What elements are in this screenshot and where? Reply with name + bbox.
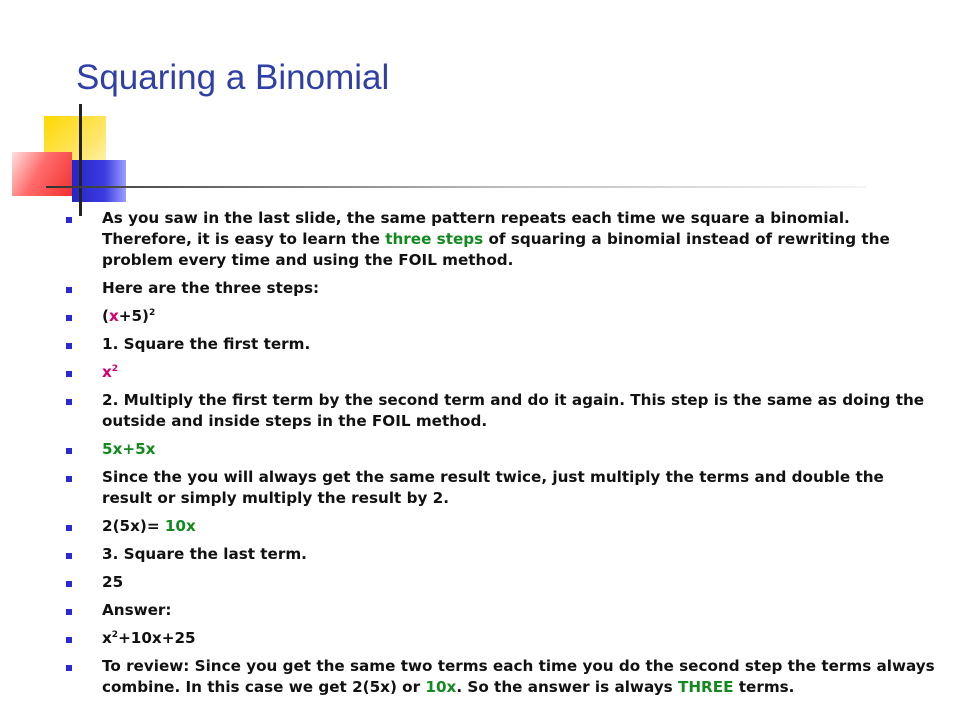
example-x: x — [108, 307, 119, 325]
list-item-step1 — [58, 334, 938, 355]
title-underline-rule — [46, 186, 866, 188]
square-bullet-icon — [66, 476, 72, 482]
list-item-double-note — [58, 467, 938, 509]
double-note-text: Since the you will always get the same result twice, just multiply the terms and double the result or simply multiply the result by 2. — [102, 468, 884, 507]
review-text-b: . So the answer is always — [456, 678, 678, 696]
review-10x-highlight: 10x — [425, 678, 457, 696]
list-item-intro — [58, 208, 938, 271]
five-x-sum: 5x+5x — [102, 440, 156, 458]
list-item-answer-label — [58, 600, 938, 621]
square-bullet-icon — [66, 287, 72, 293]
answer-label: Answer: — [102, 601, 172, 619]
answer-exponent: 2 — [111, 630, 119, 640]
square-bullet-icon — [66, 371, 72, 377]
vertical-rule — [79, 104, 82, 216]
answer-rest: +10x+25 — [118, 629, 196, 647]
list-item-review — [58, 656, 938, 698]
list-item-step2 — [58, 390, 938, 432]
list-item-25 — [58, 572, 938, 593]
example-exponent: 2 — [148, 308, 156, 318]
x-squared-base: x — [102, 363, 112, 381]
square-bullet-icon — [66, 217, 72, 223]
answer-x: x — [102, 629, 112, 647]
list-item-example — [58, 306, 938, 327]
step2-text: 2. Multiply the first term by the second term and do it again. This step is the same as doing the outside and inside steps in the FOIL method. — [102, 391, 925, 430]
square-bullet-icon — [66, 665, 72, 671]
twenty-five-text: 25 — [102, 573, 124, 591]
square-bullet-icon — [66, 609, 72, 615]
square-bullet-icon — [66, 315, 72, 321]
step3-text: 3. Square the last term. — [102, 545, 307, 563]
slide-title: Squaring a Binomial — [76, 58, 390, 97]
example-open: ( — [102, 307, 109, 325]
square-bullet-icon — [66, 399, 72, 405]
review-text-a: To review: Since you get the same two terms each time you do the second step the terms always combine. In this case we get 2(5x) or — [102, 657, 935, 696]
review-three-highlight: THREE — [677, 678, 734, 696]
square-bullet-icon — [66, 525, 72, 531]
list-item-steps-heading — [58, 278, 938, 299]
square-bullet-icon — [66, 448, 72, 454]
intro-text-b: of squaring a binomial instead of rewriting the problem every time and using the FOIL method. — [102, 230, 890, 269]
two-5x-text: 2(5x)= — [102, 517, 165, 535]
square-bullet-icon — [66, 637, 72, 643]
example-rest: +5) — [118, 307, 149, 325]
list-item-2-5x — [58, 516, 938, 537]
square-bullet-icon — [66, 343, 72, 349]
square-bullet-icon — [66, 553, 72, 559]
bullet-list — [58, 208, 938, 705]
step1-text: 1. Square the first term. — [102, 335, 311, 353]
x-squared-exponent: 2 — [111, 364, 119, 374]
ten-x-highlight: 10x — [164, 517, 196, 535]
list-item-x-squared — [58, 362, 938, 383]
square-bullet-icon — [66, 581, 72, 587]
list-item-5x5x — [58, 439, 938, 460]
list-item-answer — [58, 628, 938, 649]
steps-heading-text: Here are the three steps: — [102, 279, 320, 297]
list-item-step3 — [58, 544, 938, 565]
red-square-decoration — [12, 152, 72, 196]
intro-text-a: As you saw in the last slide, the same pattern repeats each time we square a binomial. Therefore, it is easy to learn the — [102, 209, 850, 248]
three-steps-highlight: three steps — [385, 230, 484, 248]
review-text-c: terms. — [733, 678, 795, 696]
